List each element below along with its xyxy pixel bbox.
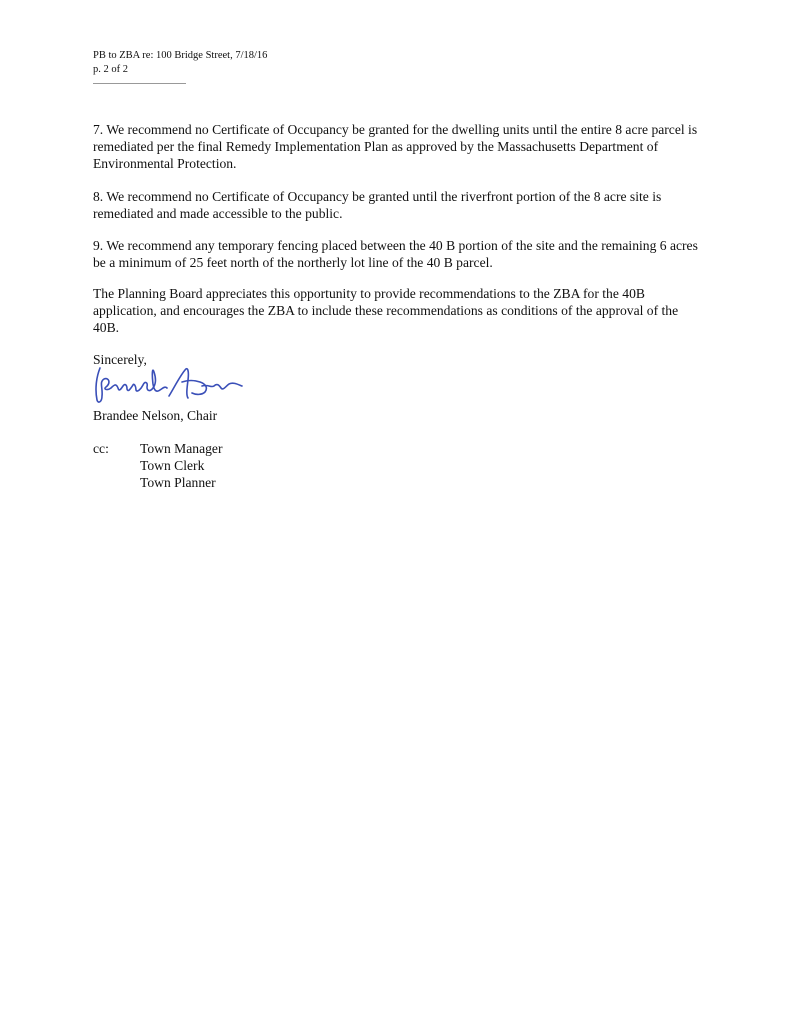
cc-recipient: Town Clerk [140,458,205,473]
recommendation-9: 9. We recommend any temporary fencing placed between the 40 B portion of the site and the remaining 6 acres be a minimum of 25 feet north of the northerly lot line of the 40 B parcel. [93,238,698,270]
recommendation-8: 8. We recommend no Certificate of Occupancy be granted until the riverfront portion of the 8 acre site is remediated and made accessible to the public. [93,189,662,221]
handwritten-signature [90,362,260,406]
header-divider [93,83,186,84]
cc-label: cc: [93,441,109,456]
cc-recipient: Town Manager [140,441,223,456]
page-number: p. 2 of 2 [93,64,128,75]
header-reference: PB to ZBA re: 100 Bridge Street, 7/18/16 [93,50,268,61]
recommendation-7: 7. We recommend no Certificate of Occupancy be granted for the dwelling units until the entire 8 acre parcel is remediated per the final Remedy Implementation Plan as approved by the Massachusetts Department of Environmental Protection. [93,122,698,171]
cc-recipient-list [140,440,222,491]
closing-paragraph: The Planning Board appreciates this opportunity to provide recommendations to the ZBA for the 40B application, and encourages the ZBA to include these recommendations as conditions of the approval of the 40B. [93,286,679,335]
page-header [93,49,267,77]
cc-recipient: Town Planner [140,475,216,490]
signer-name: Brandee Nelson, Chair [93,408,218,423]
closing-salutation: Sincerely, [93,352,147,367]
